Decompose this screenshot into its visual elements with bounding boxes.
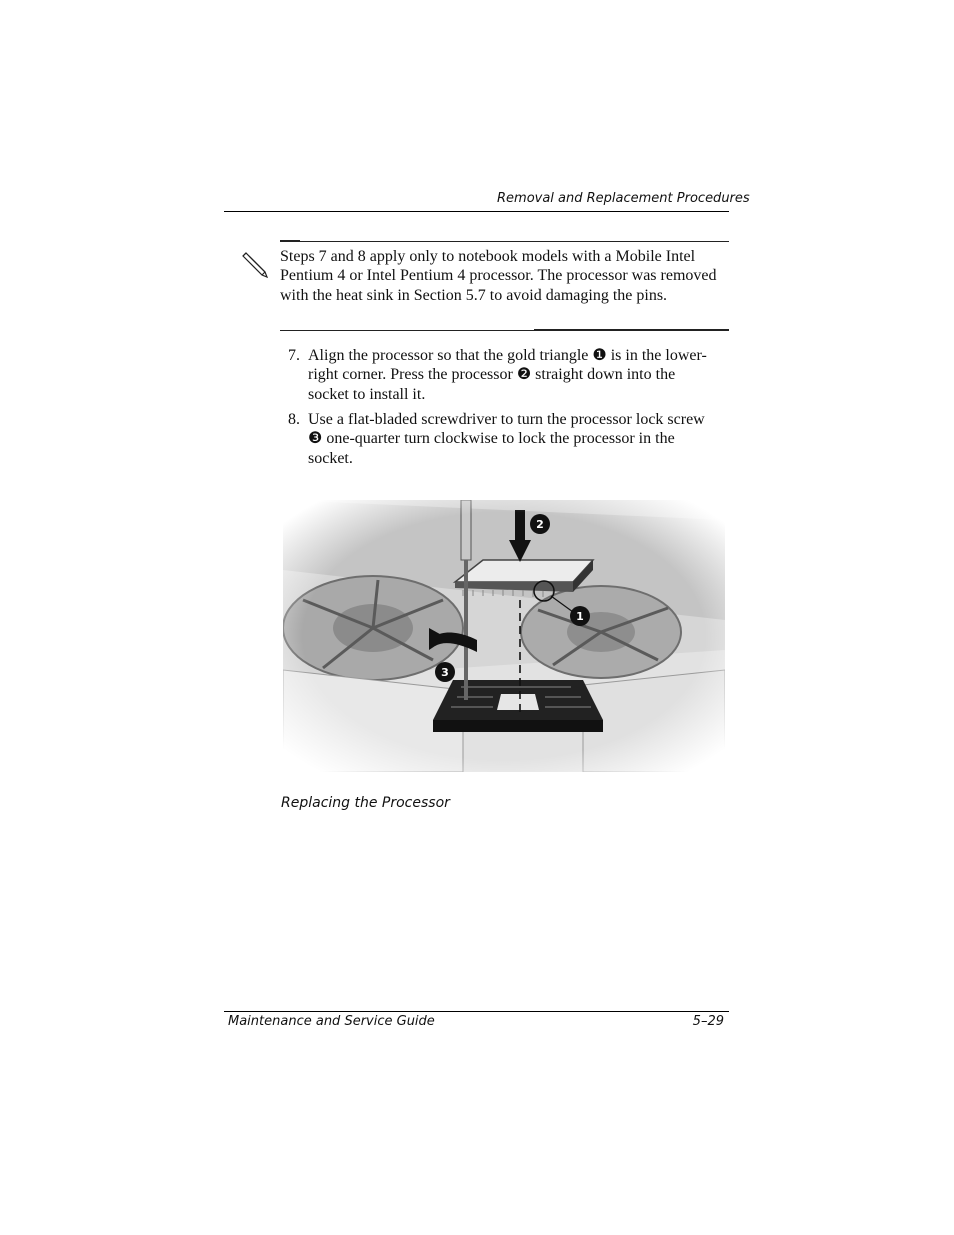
header-rule (224, 211, 729, 212)
step-number: 8. (288, 411, 300, 428)
footer-rule (224, 1011, 729, 1012)
footer-guide-title: Maintenance and Service Guide (228, 1014, 435, 1029)
step-item (280, 410, 720, 470)
note-bottom-rule (280, 330, 729, 331)
step-number: 7. (288, 347, 300, 364)
footer-page-number: 5–29 (692, 1014, 724, 1029)
pencil-note-icon (240, 250, 274, 280)
running-header: Removal and Replacement Procedures (497, 191, 750, 206)
figure-caption: Replacing the Processor (281, 795, 450, 811)
note-text: Steps 7 and 8 apply only to notebook models with a Mobile Intel Pentium 4 or Intel Pentium 4 processor. The processor was removed with the heat sink in Section 5.7 to avoid damaging the pins. (280, 248, 717, 304)
step-text: Use a flat-bladed screwdriver to turn the processor lock screw ❸ one-quarter turn clockwise to lock the processor in the socket. (308, 411, 705, 467)
processor-replacement-illustration (283, 500, 725, 772)
note-top-rule (280, 241, 729, 242)
step-item (280, 346, 720, 406)
step-text: Align the processor so that the gold triangle ❶ is in the lower- right corner. Press the processor ❷ straight down into the socket to install it. (308, 347, 707, 403)
